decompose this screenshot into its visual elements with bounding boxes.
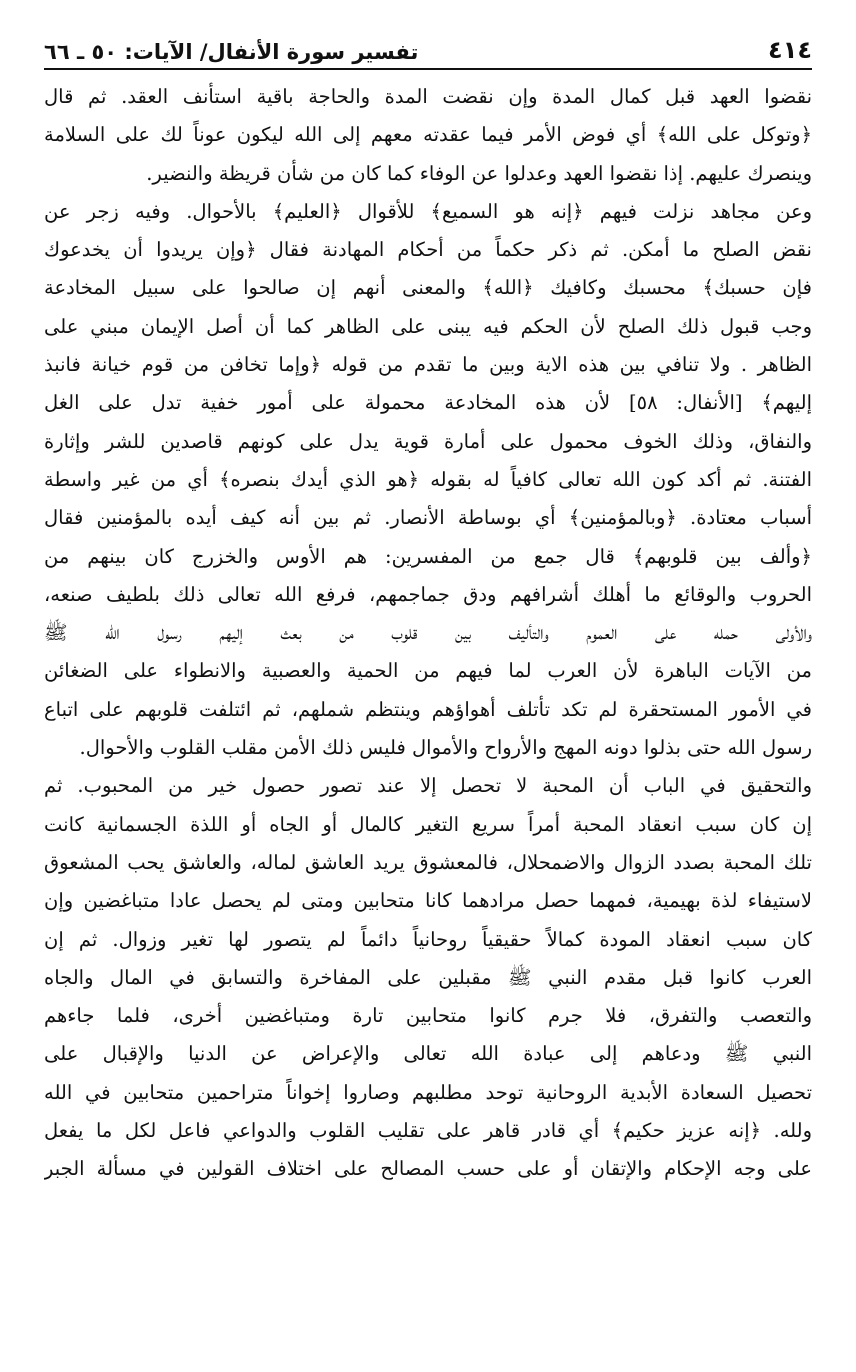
text-line: العرب كانوا قبل مقدم النبي ﷺ مقبلين على المفاخرة والتسابق في المال والجاه	[44, 965, 812, 989]
text-line: أسباب معتادة. ﴿وبالمؤمنين﴾ أي بوساطة الأنصار. ثم بين أنه كيف أيده بالمؤمنين فقال	[44, 506, 812, 530]
text-line: فإن حسبك﴾ محسبك وكافيك ﴿الله﴾ والمعنى أنهم إن صالحوا على سبيل المخادعة	[44, 276, 812, 300]
text-line: والأولى حمله على العموم والتأليف بين قلوب من بعث إليهم رسول الله ﷺ	[44, 621, 812, 645]
text-line: نقضوا العهد قبل كمال المدة وإن نقضت المدة والحاجة باقية استأنف العقد. ثم قال	[44, 85, 812, 108]
text-line: الفتنة. ثم أكد كون الله تعالى كافياً له بقوله ﴿هو الذي أيدك بنصره﴾ أي من غير واسطة	[44, 467, 812, 491]
text-line: على وجه الإحكام والإتقان أو على حسب المصالح على اختلاف القولين في مسألة الجبر	[44, 1157, 812, 1181]
text-line: والتحقيق في الباب أن المحبة لا تحصل إلا عند تصور حصول خير من المحبوب. ثم	[44, 774, 812, 798]
text-line: وينصرك عليهم. إذا نقضوا العهد وعدلوا عن الوفاء كما كان من شأن قريظة والنضير.	[146, 161, 812, 185]
page	[44, 28, 812, 1189]
text-line: النبي ﷺ ودعاهم إلى عبادة الله تعالى والإعراض عن الدنيا والإقبال على	[44, 1042, 812, 1066]
text-line: والنفاق، وذلك الخوف محمول على أمارة قوية يدل على كونهم قاصدين للشر وإثارة	[44, 429, 812, 453]
running-title: تفسير سورة الأنفال/ الآيات: ٥٠ ـ ٦٦	[44, 40, 419, 64]
text-line: ولله. ﴿إنه عزيز حكيم﴾ أي قادر قاهر على تقليب القلوب والدواعي فاعل لكل ما يفعل	[44, 1119, 812, 1143]
text-line: كان سبب انعقاد المودة كمالاً حقيقياً روحانياً دائماً لم يتصور لها تغير وزوال. ثم إن	[44, 927, 812, 951]
text-line: الظاهر . ولا تنافي بين هذه الاية وبين ما تقدم من قوله ﴿وإما تخافن من قوم خيانة فانبذ	[44, 353, 812, 377]
text-line: لاستيفاء لذة بهيمية، فمهما حصل مرادهما كانا متحابين ومتى لم يحصل عادا متباغضين وإن	[44, 889, 812, 913]
text-line: من الآيات الباهرة لأن العرب لما فيهم من الحمية والعصبية والانطواء على الضغائن	[44, 659, 812, 683]
text-line: تحصيل السعادة الأبدية الروحانية توحد مطلبهم وصاروا إخواناً متراحمين متحابين في الله	[44, 1080, 812, 1104]
text-line: ﴿وألف بين قلوبهم﴾ قال جمع من المفسرين: هم الأوس والخزرج كان بينهم من	[44, 544, 812, 568]
body-text	[44, 78, 812, 1189]
text-line: في الأمور المستحقرة لم تكد تأتلف أهواؤهم وينتظم شملهم، ثم ائتلفت قلوبهم على اتباع	[44, 697, 812, 721]
text-line: وجب قبول ذلك الصلح لأن الحكم فيه يبنى على الظاهر كما أن أصل الإيمان مبني على	[44, 314, 812, 338]
text-line: إن كان سبب انعقاد المحبة أمراً سريع التغير كالمال أو الجاه أو اللذة الجسمانية كانت	[44, 812, 812, 836]
page-header	[44, 28, 812, 70]
text-line: وعن مجاهد نزلت فيهم ﴿إنه هو السميع﴾ للأقوال ﴿العليم﴾ بالأحوال. وفيه زجر عن	[44, 199, 812, 223]
text-line: تلك المحبة بصدد الزوال والاضمحلال، فالمعشوق يريد العاشق لماله، والعاشق يحب المشعوق	[44, 850, 812, 874]
text-line: رسول الله حتى بذلوا دونه المهج والأرواح والأموال فليس ذلك الأمن مقلب القلوب والأحوال.	[79, 736, 812, 760]
text-line: والتعصب والتفرق، فلا جرم كانوا متحابين تارة ومتباغضين أخرى، فلما جاءهم	[44, 1004, 812, 1028]
text-line: الحروب والوقائع ما أهلك أشرافهم ودق جماجمهم، فرفع الله تعالى ذلك بلطيف صنعه،	[44, 582, 812, 606]
text-line: إليهم﴾ [الأنفال: ٥٨] لأن هذه المخادعة محمولة على أمور خفية تدل على الغل	[44, 391, 812, 415]
page-number: ٤١٤	[768, 36, 812, 64]
text-line: ﴿وتوكل على الله﴾ أي فوض الأمر فيما عقدته معهم إلى الله ليكون عوناً لك على السلامة	[44, 123, 812, 147]
text-line: نقض الصلح ما أمكن. ثم ذكر حكماً من أحكام المهادنة فقال ﴿وإن يريدوا أن يخدعوك	[44, 238, 812, 262]
